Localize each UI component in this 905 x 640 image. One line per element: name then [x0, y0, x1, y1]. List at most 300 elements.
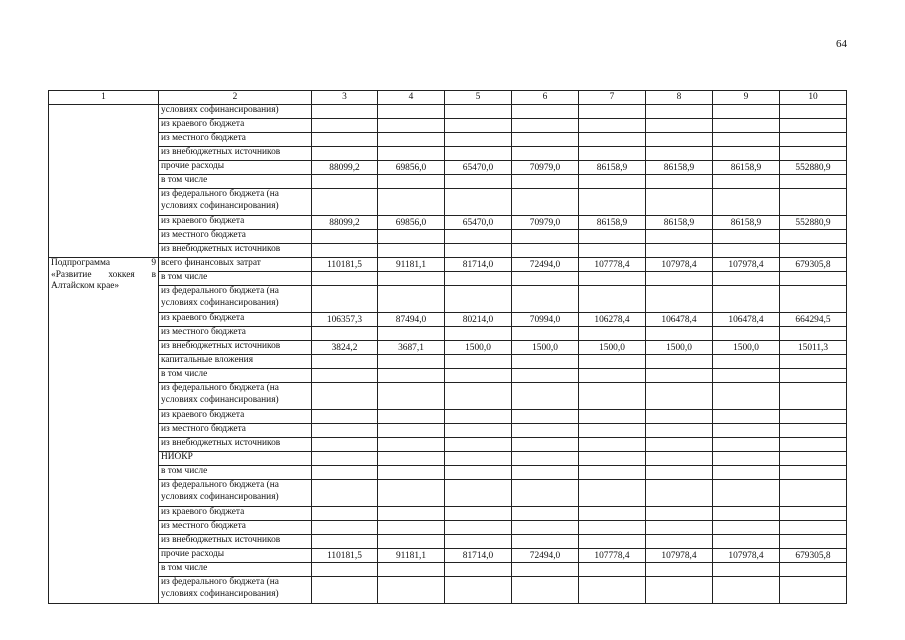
value-cell — [512, 410, 579, 424]
value-cell — [445, 244, 512, 258]
row-label: из внебюджетных источников — [159, 147, 312, 161]
table-row — [49, 521, 847, 535]
table-row — [49, 341, 847, 355]
value-cell: 107978,4 — [713, 549, 780, 563]
table-row — [49, 119, 847, 133]
value-cell — [579, 230, 646, 244]
value-cell — [512, 438, 579, 452]
value-cell: 86158,9 — [579, 161, 646, 175]
table-row — [49, 272, 847, 286]
table-row — [49, 424, 847, 438]
value-cell — [579, 133, 646, 147]
row-label: из внебюджетных источников — [159, 438, 312, 452]
value-cell — [445, 563, 512, 577]
value-cell — [780, 438, 847, 452]
value-cell: 107778,4 — [579, 258, 646, 272]
table-row — [49, 286, 847, 313]
value-cell — [312, 105, 378, 119]
value-cell — [312, 175, 378, 189]
value-cell — [312, 507, 378, 521]
row-label: всего финансовых затрат — [159, 258, 312, 272]
value-cell — [378, 521, 445, 535]
program-label: Подпрограмма — [51, 258, 111, 268]
program-title-line2 — [51, 270, 156, 282]
value-cell: 107978,4 — [646, 258, 713, 272]
value-cell — [646, 355, 713, 369]
value-cell: 552880,9 — [780, 161, 847, 175]
value-cell: 15011,3 — [780, 341, 847, 355]
value-cell — [713, 383, 780, 410]
value-cell — [713, 286, 780, 313]
value-cell — [312, 272, 378, 286]
value-cell — [312, 521, 378, 535]
value-cell — [713, 521, 780, 535]
table-row — [49, 369, 847, 383]
value-cell: 110181,5 — [312, 258, 378, 272]
value-cell: 81714,0 — [445, 258, 512, 272]
value-cell — [780, 521, 847, 535]
value-cell: 3824,2 — [312, 341, 378, 355]
value-cell — [646, 410, 713, 424]
value-cell — [646, 175, 713, 189]
value-cell — [378, 189, 445, 216]
row-label: из краевого бюджета — [159, 507, 312, 521]
value-cell — [445, 230, 512, 244]
value-cell — [780, 480, 847, 507]
value-cell — [713, 369, 780, 383]
column-header: 8 — [646, 91, 713, 105]
table-row — [49, 244, 847, 258]
value-cell — [512, 133, 579, 147]
value-cell — [780, 189, 847, 216]
value-cell — [512, 327, 579, 341]
value-cell — [312, 244, 378, 258]
value-cell — [713, 133, 780, 147]
value-cell — [579, 466, 646, 480]
table-row — [49, 383, 847, 410]
value-cell — [512, 230, 579, 244]
value-cell — [378, 507, 445, 521]
table-row — [49, 175, 847, 189]
value-cell — [579, 424, 646, 438]
value-cell — [312, 438, 378, 452]
value-cell — [579, 577, 646, 604]
column-header: 1 — [49, 91, 159, 105]
value-cell — [646, 438, 713, 452]
value-cell — [579, 286, 646, 313]
value-cell — [512, 147, 579, 161]
value-cell: 70979,0 — [512, 161, 579, 175]
table-row — [49, 313, 847, 327]
value-cell: 80214,0 — [445, 313, 512, 327]
value-cell — [512, 355, 579, 369]
value-cell — [713, 452, 780, 466]
value-cell — [646, 272, 713, 286]
value-cell — [780, 424, 847, 438]
program-title-line1 — [51, 258, 156, 270]
value-cell: 106357,3 — [312, 313, 378, 327]
value-cell — [579, 272, 646, 286]
table-row — [49, 410, 847, 424]
value-cell — [378, 355, 445, 369]
value-cell: 72494,0 — [512, 549, 579, 563]
row-label: из федерального бюджета (на условиях софинансирования) — [159, 189, 312, 216]
value-cell — [713, 272, 780, 286]
value-cell — [579, 535, 646, 549]
value-cell — [378, 272, 445, 286]
value-cell — [312, 369, 378, 383]
value-cell — [445, 410, 512, 424]
value-cell — [445, 189, 512, 216]
value-cell — [512, 507, 579, 521]
value-cell: 106278,4 — [579, 313, 646, 327]
value-cell — [445, 577, 512, 604]
table-row — [49, 161, 847, 175]
row-label: из местного бюджета — [159, 521, 312, 535]
value-cell — [713, 230, 780, 244]
value-cell: 1500,0 — [646, 341, 713, 355]
table-row — [49, 258, 847, 272]
value-cell — [312, 535, 378, 549]
value-cell — [378, 438, 445, 452]
value-cell — [512, 175, 579, 189]
value-cell — [512, 189, 579, 216]
value-cell — [780, 327, 847, 341]
column-header: 7 — [579, 91, 646, 105]
value-cell — [445, 105, 512, 119]
value-cell: 552880,9 — [780, 216, 847, 230]
value-cell — [312, 410, 378, 424]
column-header: 2 — [159, 91, 312, 105]
value-cell — [646, 424, 713, 438]
row-label: условиях софинансирования) — [159, 105, 312, 119]
value-cell — [646, 230, 713, 244]
value-cell: 86158,9 — [713, 216, 780, 230]
program-title-line3: Алтайском крае» — [51, 281, 120, 291]
value-cell — [780, 577, 847, 604]
value-cell — [378, 383, 445, 410]
value-cell — [445, 327, 512, 341]
value-cell — [512, 577, 579, 604]
value-cell — [312, 355, 378, 369]
row-label: капитальные вложения — [159, 355, 312, 369]
row-label: из краевого бюджета — [159, 119, 312, 133]
value-cell — [780, 119, 847, 133]
table-row — [49, 480, 847, 507]
table-row — [49, 563, 847, 577]
value-cell: 88099,2 — [312, 161, 378, 175]
value-cell — [579, 521, 646, 535]
value-cell — [312, 563, 378, 577]
value-cell: 3687,1 — [378, 341, 445, 355]
value-cell: 91181,1 — [378, 549, 445, 563]
value-cell — [378, 133, 445, 147]
value-cell — [445, 133, 512, 147]
value-cell — [445, 438, 512, 452]
table-row — [49, 549, 847, 563]
page-number: 64 — [836, 38, 847, 50]
row-label: из местного бюджета — [159, 230, 312, 244]
value-cell — [378, 535, 445, 549]
value-cell — [378, 230, 445, 244]
value-cell — [579, 327, 646, 341]
value-cell: 107978,4 — [713, 258, 780, 272]
value-cell — [512, 535, 579, 549]
row-label: в том числе — [159, 563, 312, 577]
program-word: в — [151, 269, 156, 280]
value-cell: 88099,2 — [312, 216, 378, 230]
value-cell — [780, 105, 847, 119]
value-cell: 1500,0 — [713, 341, 780, 355]
row-label: из местного бюджета — [159, 133, 312, 147]
table-row — [49, 577, 847, 604]
value-cell — [579, 369, 646, 383]
value-cell: 106478,4 — [646, 313, 713, 327]
value-cell — [579, 438, 646, 452]
value-cell — [646, 466, 713, 480]
value-cell — [646, 577, 713, 604]
value-cell — [713, 147, 780, 161]
value-cell — [378, 286, 445, 313]
value-cell — [579, 563, 646, 577]
value-cell — [646, 507, 713, 521]
value-cell: 679305,8 — [780, 258, 847, 272]
row-label: НИОКР — [159, 452, 312, 466]
value-cell — [646, 189, 713, 216]
table-row — [49, 466, 847, 480]
value-cell — [646, 563, 713, 577]
table-row — [49, 452, 847, 466]
value-cell — [780, 452, 847, 466]
value-cell — [713, 327, 780, 341]
value-cell: 70979,0 — [512, 216, 579, 230]
row-label: прочие расходы — [159, 549, 312, 563]
value-cell — [378, 466, 445, 480]
value-cell — [579, 189, 646, 216]
value-cell — [780, 383, 847, 410]
value-cell — [713, 438, 780, 452]
value-cell — [713, 355, 780, 369]
value-cell — [312, 466, 378, 480]
value-cell: 679305,8 — [780, 549, 847, 563]
value-cell — [579, 355, 646, 369]
value-cell — [445, 521, 512, 535]
value-cell — [378, 105, 445, 119]
value-cell — [646, 105, 713, 119]
value-cell — [713, 424, 780, 438]
value-cell: 91181,1 — [378, 258, 445, 272]
table-row — [49, 355, 847, 369]
table-row — [49, 216, 847, 230]
value-cell: 72494,0 — [512, 258, 579, 272]
value-cell — [312, 480, 378, 507]
value-cell — [312, 327, 378, 341]
row-label: из федерального бюджета (на условиях софинансирования) — [159, 577, 312, 604]
value-cell — [713, 480, 780, 507]
row-label: из краевого бюджета — [159, 313, 312, 327]
value-cell — [713, 507, 780, 521]
value-cell — [713, 563, 780, 577]
value-cell: 86158,9 — [646, 161, 713, 175]
value-cell — [512, 480, 579, 507]
column-header: 9 — [713, 91, 780, 105]
value-cell — [512, 244, 579, 258]
value-cell — [780, 410, 847, 424]
value-cell: 87494,0 — [378, 313, 445, 327]
row-label: в том числе — [159, 369, 312, 383]
table-row — [49, 189, 847, 216]
row-label: в том числе — [159, 466, 312, 480]
row-label: из местного бюджета — [159, 327, 312, 341]
value-cell: 1500,0 — [445, 341, 512, 355]
table-row — [49, 535, 847, 549]
row-label: из внебюджетных источников — [159, 244, 312, 258]
program-cell-previous — [49, 105, 159, 258]
value-cell — [445, 507, 512, 521]
value-cell: 110181,5 — [312, 549, 378, 563]
budget-table — [48, 90, 847, 604]
value-cell — [780, 286, 847, 313]
value-cell — [646, 244, 713, 258]
row-label: из внебюджетных источников — [159, 341, 312, 355]
program-name-cell — [49, 258, 159, 604]
value-cell — [579, 119, 646, 133]
value-cell — [378, 577, 445, 604]
value-cell — [445, 147, 512, 161]
table-row — [49, 230, 847, 244]
value-cell — [378, 480, 445, 507]
value-cell: 69856,0 — [378, 161, 445, 175]
value-cell — [713, 175, 780, 189]
value-cell — [646, 369, 713, 383]
value-cell — [512, 452, 579, 466]
value-cell — [646, 286, 713, 313]
value-cell — [780, 244, 847, 258]
row-label: из краевого бюджета — [159, 410, 312, 424]
value-cell — [378, 175, 445, 189]
value-cell — [378, 119, 445, 133]
value-cell — [378, 563, 445, 577]
value-cell — [445, 383, 512, 410]
value-cell — [312, 286, 378, 313]
value-cell — [445, 286, 512, 313]
value-cell — [512, 286, 579, 313]
value-cell: 86158,9 — [713, 161, 780, 175]
value-cell — [378, 424, 445, 438]
column-header: 4 — [378, 91, 445, 105]
value-cell — [445, 369, 512, 383]
row-label: прочие расходы — [159, 161, 312, 175]
value-cell: 106478,4 — [713, 313, 780, 327]
value-cell — [713, 410, 780, 424]
value-cell — [579, 383, 646, 410]
value-cell: 81714,0 — [445, 549, 512, 563]
value-cell — [780, 355, 847, 369]
value-cell — [780, 147, 847, 161]
value-cell — [445, 355, 512, 369]
value-cell: 664294,5 — [780, 313, 847, 327]
value-cell — [780, 535, 847, 549]
row-label: из федерального бюджета (на условиях софинансирования) — [159, 383, 312, 410]
column-header: 5 — [445, 91, 512, 105]
value-cell — [312, 133, 378, 147]
table-row — [49, 507, 847, 521]
value-cell — [312, 424, 378, 438]
table-row — [49, 147, 847, 161]
value-cell — [312, 147, 378, 161]
value-cell: 1500,0 — [512, 341, 579, 355]
table-row — [49, 133, 847, 147]
value-cell: 69856,0 — [378, 216, 445, 230]
value-cell — [780, 507, 847, 521]
value-cell — [646, 383, 713, 410]
value-cell — [780, 175, 847, 189]
value-cell — [713, 119, 780, 133]
table-row — [49, 105, 847, 119]
table-row — [49, 438, 847, 452]
program-number: 9 — [151, 258, 156, 268]
row-label: из краевого бюджета — [159, 216, 312, 230]
value-cell — [713, 189, 780, 216]
value-cell — [579, 244, 646, 258]
value-cell — [579, 507, 646, 521]
value-cell — [713, 244, 780, 258]
value-cell — [445, 175, 512, 189]
value-cell — [579, 452, 646, 466]
value-cell — [445, 424, 512, 438]
row-label: из федерального бюджета (на условиях софинансирования) — [159, 480, 312, 507]
value-cell: 65470,0 — [445, 161, 512, 175]
value-cell — [646, 521, 713, 535]
value-cell — [312, 383, 378, 410]
value-cell — [445, 272, 512, 286]
column-header: 3 — [312, 91, 378, 105]
header-row — [49, 91, 847, 105]
value-cell: 107978,4 — [646, 549, 713, 563]
value-cell — [445, 119, 512, 133]
value-cell — [579, 105, 646, 119]
value-cell — [780, 272, 847, 286]
value-cell — [780, 563, 847, 577]
value-cell — [713, 105, 780, 119]
value-cell: 65470,0 — [445, 216, 512, 230]
value-cell — [445, 480, 512, 507]
value-cell: 107778,4 — [579, 549, 646, 563]
value-cell — [378, 147, 445, 161]
row-label: в том числе — [159, 272, 312, 286]
value-cell — [378, 369, 445, 383]
row-label: из внебюджетных источников — [159, 535, 312, 549]
value-cell — [312, 189, 378, 216]
value-cell — [378, 410, 445, 424]
value-cell — [445, 535, 512, 549]
row-label: из федерального бюджета (на условиях софинансирования) — [159, 286, 312, 313]
value-cell — [512, 563, 579, 577]
value-cell — [378, 244, 445, 258]
value-cell — [646, 147, 713, 161]
value-cell — [780, 230, 847, 244]
value-cell — [512, 466, 579, 480]
row-label: из местного бюджета — [159, 424, 312, 438]
value-cell — [378, 327, 445, 341]
value-cell — [512, 119, 579, 133]
value-cell — [512, 424, 579, 438]
value-cell — [312, 452, 378, 466]
value-cell — [646, 133, 713, 147]
value-cell — [780, 369, 847, 383]
value-cell — [312, 230, 378, 244]
value-cell — [512, 521, 579, 535]
